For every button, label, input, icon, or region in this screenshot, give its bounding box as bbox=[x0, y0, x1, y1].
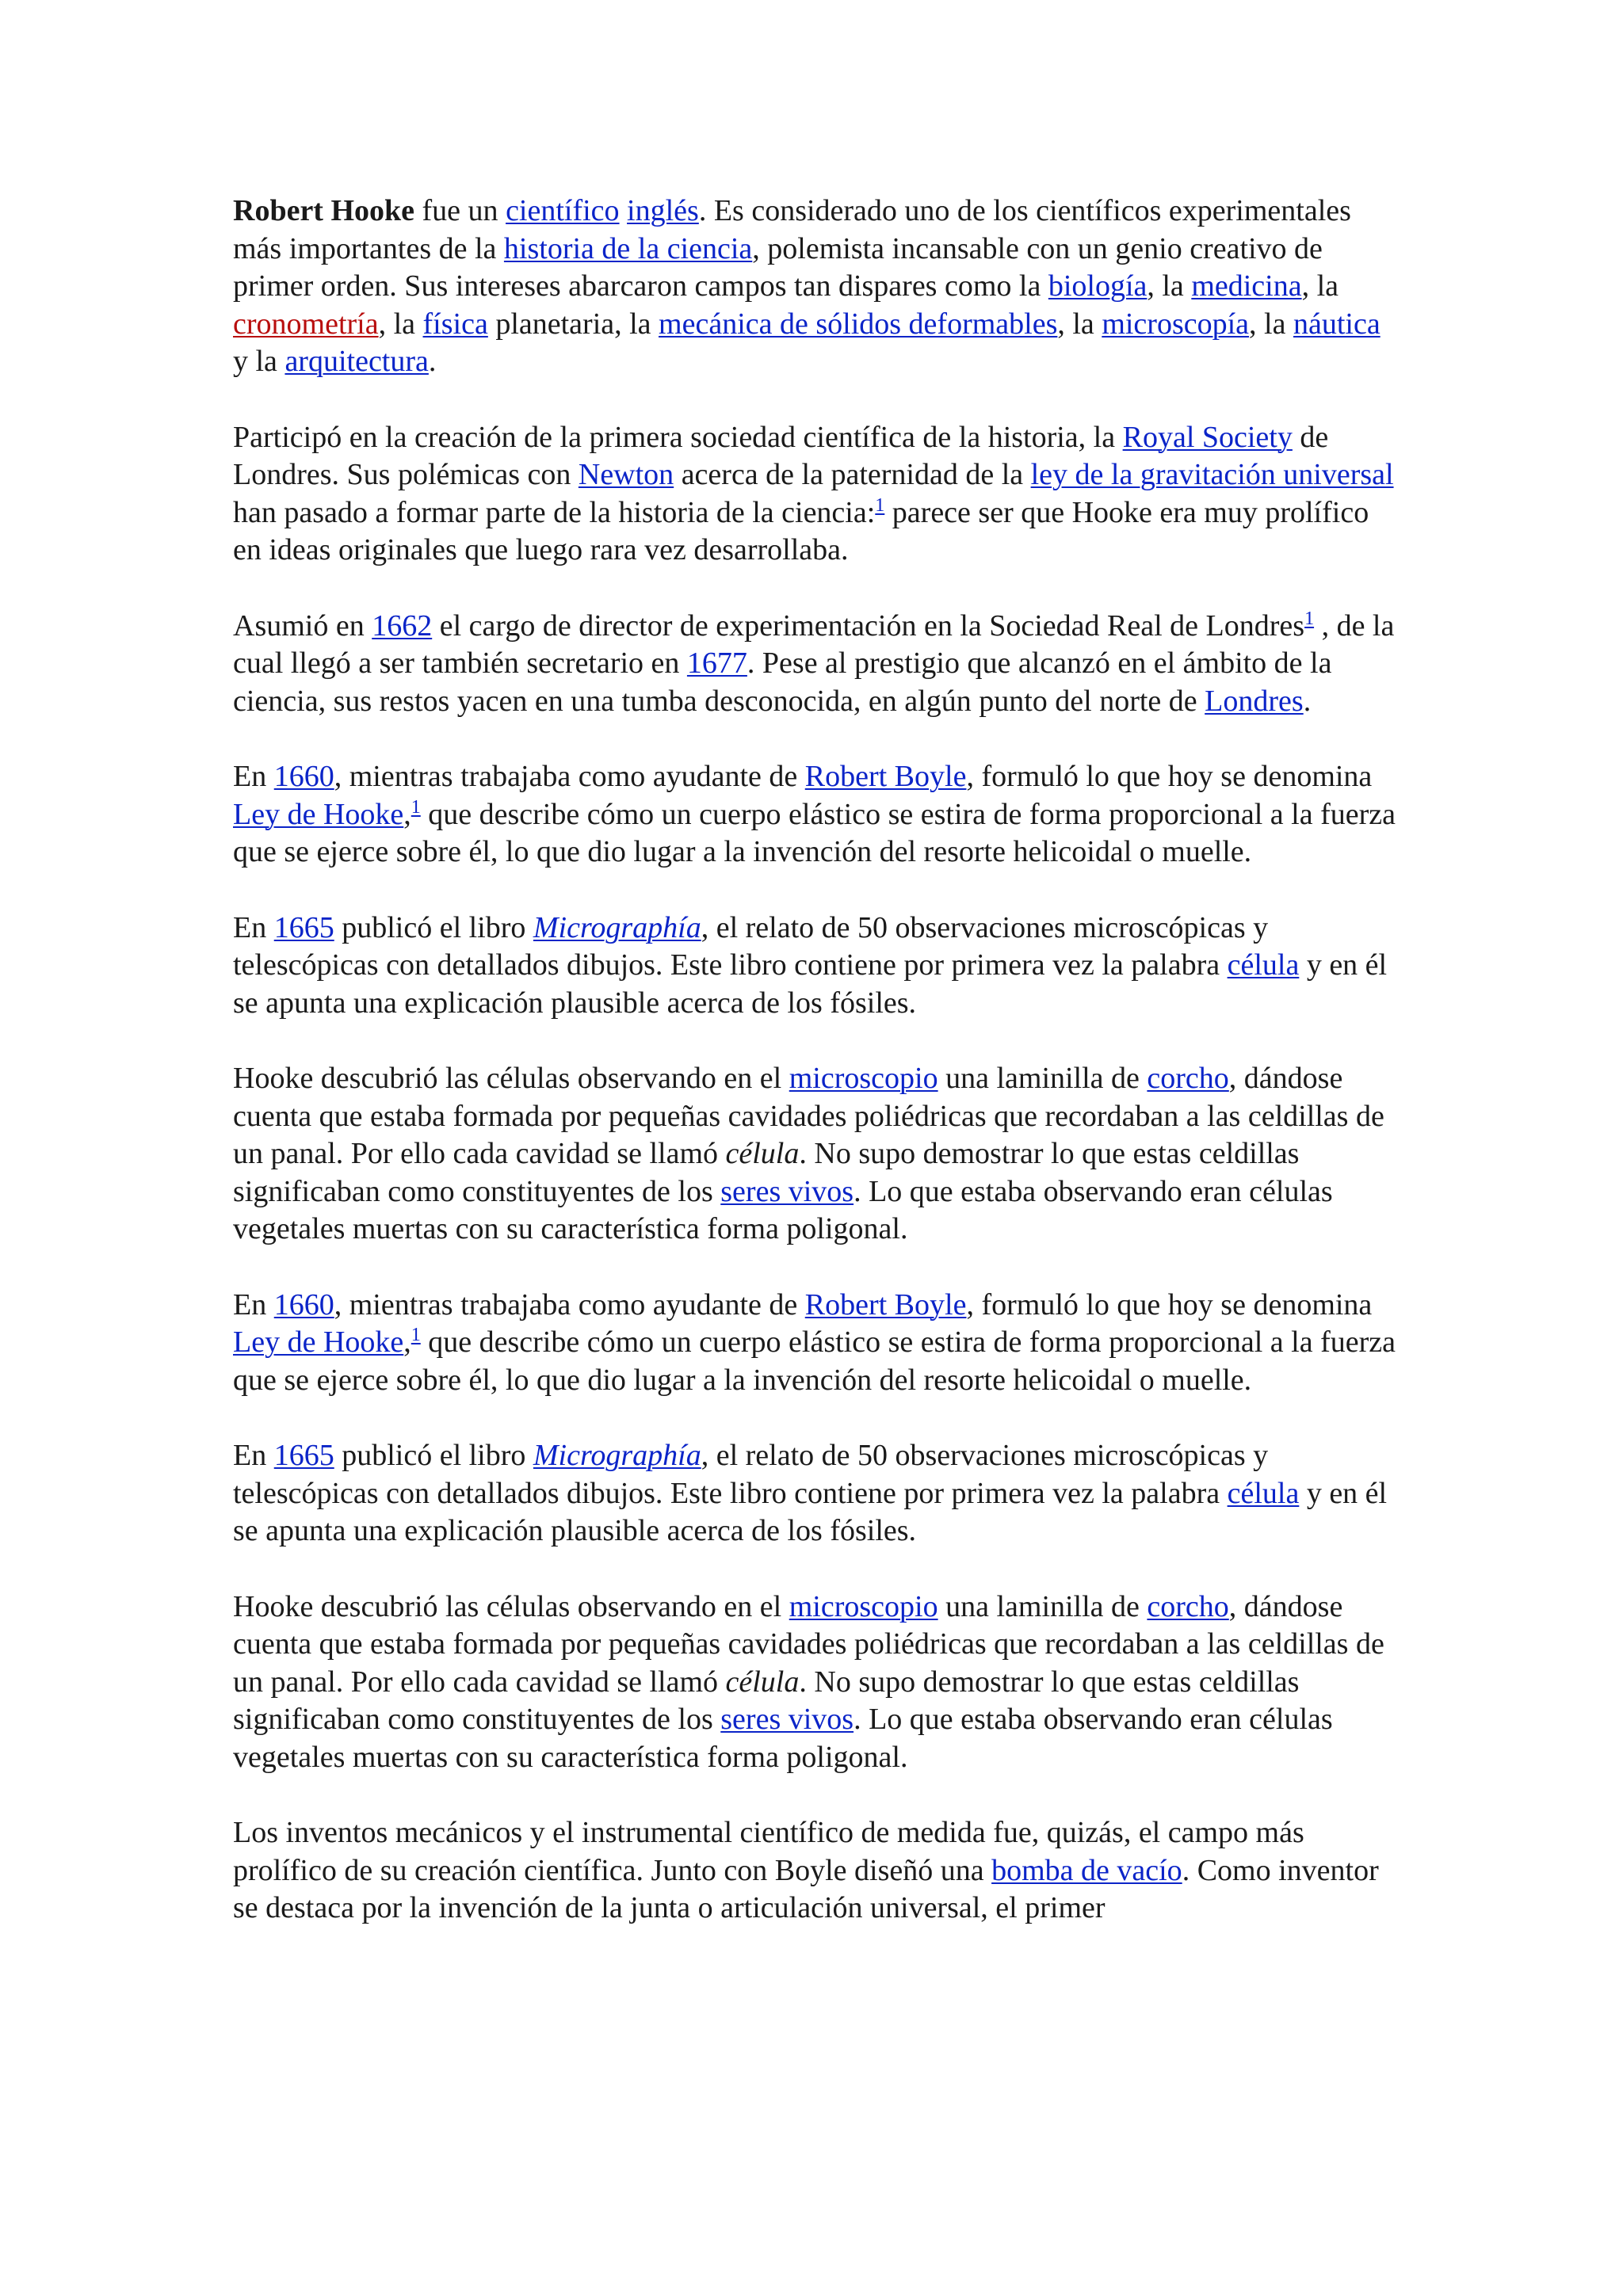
paragraph-p3 bbox=[233, 608, 1398, 721]
body-text: En bbox=[233, 760, 274, 793]
body-text: , de la cual llegó a ser también secretario en bbox=[233, 608, 1395, 680]
body-text: de Londres. Sus polémicas con bbox=[233, 420, 1329, 491]
link-mecánica-de-sólidos-deformables[interactable]: mecánica de sólidos deformables bbox=[659, 307, 1058, 341]
link-londres[interactable]: Londres bbox=[1205, 684, 1304, 718]
link-1662[interactable]: 1662 bbox=[372, 608, 433, 643]
bold-text: Robert Hooke bbox=[233, 194, 415, 227]
body-text: . Lo que estaba observando eran células vegetales muertas con su característica forma poligonal. bbox=[233, 1703, 1333, 1774]
link-bomba-de-vacío[interactable]: bomba de vacío bbox=[991, 1853, 1182, 1887]
link-robert-boyle[interactable]: Robert Boyle bbox=[804, 1287, 967, 1322]
reference-link[interactable]: 1 bbox=[411, 1325, 421, 1345]
body-text: , la bbox=[1057, 307, 1102, 341]
body-text: , dándose cuenta que estaba formada por pequeñas cavidades poliédricas que recordaban a las celdillas de un panal. Por ello cada cavidad se llamó bbox=[233, 1062, 1384, 1170]
reference-link[interactable]: 1 bbox=[411, 796, 421, 818]
body-text: y en él se apunta una explicación plausible acerca de los fósiles. bbox=[233, 1476, 1388, 1547]
body-text: planetaria, la bbox=[487, 307, 659, 341]
link-biología[interactable]: biología bbox=[1048, 269, 1148, 303]
body-text: , la bbox=[378, 307, 423, 341]
body-text: . bbox=[428, 345, 437, 378]
reference-link[interactable]: 1 bbox=[1304, 608, 1315, 629]
body-text: que describe cómo un cuerpo elástico se estira de forma proporcional a la fuerza que se ejerce sobre él, lo que dio lugar a la invención del resorte helicoidal o muelle. bbox=[233, 1325, 1396, 1397]
body-text: . No supo demostrar lo que estas celdillas significaban como constituyentes de los bbox=[233, 1665, 1300, 1736]
link-micrographía[interactable]: Micrographía bbox=[533, 1439, 701, 1472]
link-corcho[interactable]: corcho bbox=[1147, 1062, 1229, 1095]
link-1665[interactable]: 1665 bbox=[273, 1439, 334, 1472]
link-1665[interactable]: 1665 bbox=[273, 910, 334, 944]
link-inglés[interactable]: inglés bbox=[627, 194, 699, 227]
body-text: que describe cómo un cuerpo elástico se estira de forma proporcional a la fuerza que se ejerce sobre él, lo que dio lugar a la invención del resorte helicoidal o muelle. bbox=[233, 797, 1396, 868]
body-text: , la bbox=[1147, 269, 1192, 303]
body-text: , la bbox=[1301, 269, 1339, 303]
footnote-ref bbox=[411, 1325, 421, 1345]
body-text: Participó en la creación de la primera sociedad científica de la historia, la bbox=[233, 420, 1123, 454]
link-corcho[interactable]: corcho bbox=[1147, 1589, 1229, 1623]
body-text: , el relato de 50 observaciones microscópicas y telescópicas con detallados dibujos. Este libro contiene por primera vez la palabra bbox=[233, 1439, 1269, 1510]
body-text: , polemista incansable con un genio creativo de primer orden. Sus intereses abarcaron campos tan dispares como la bbox=[233, 231, 1323, 303]
body-text: fue un bbox=[414, 194, 506, 227]
link-1660[interactable]: 1660 bbox=[273, 760, 334, 793]
body-text: En bbox=[233, 910, 274, 944]
paragraph-p9 bbox=[233, 1589, 1398, 1777]
body-text: . Como inventor se destaca por la invención de la junta o articulación universal, el primer bbox=[233, 1853, 1379, 1924]
body-text: , mientras trabajaba como ayudante de bbox=[334, 760, 805, 793]
body-text: Hooke descubrió las células observando en el bbox=[233, 1589, 789, 1623]
body-text: y la bbox=[233, 345, 285, 378]
body-text: , formuló lo que hoy se denomina bbox=[966, 1287, 1373, 1322]
body-text: acerca de la paternidad de la bbox=[674, 458, 1031, 491]
paragraph-p8 bbox=[233, 1437, 1398, 1550]
link-física[interactable]: física bbox=[422, 307, 488, 341]
link-ley-de-hooke[interactable]: Ley de Hooke bbox=[233, 797, 404, 831]
body-text: han pasado a formar parte de la historia de la ciencia: bbox=[233, 495, 876, 529]
reference-link[interactable]: 1 bbox=[875, 494, 885, 516]
body-text: , bbox=[403, 797, 411, 831]
paragraph-p2 bbox=[233, 419, 1398, 570]
footnote-ref bbox=[875, 495, 884, 516]
link-seres-vivos[interactable]: seres vivos bbox=[720, 1174, 854, 1208]
link-robert-boyle[interactable]: Robert Boyle bbox=[804, 760, 967, 793]
link-náutica[interactable]: náutica bbox=[1293, 307, 1381, 341]
italic-text: célula bbox=[725, 1137, 800, 1170]
link-microscopio[interactable]: microscopio bbox=[789, 1062, 938, 1095]
body-text: , mientras trabajaba como ayudante de bbox=[334, 1287, 805, 1322]
link-célula[interactable]: célula bbox=[1227, 1476, 1300, 1510]
body-text: una laminilla de bbox=[938, 1589, 1148, 1623]
link-arquitectura[interactable]: arquitectura bbox=[285, 345, 429, 378]
paragraph-p10 bbox=[233, 1814, 1398, 1928]
link-seres-vivos[interactable]: seres vivos bbox=[720, 1703, 854, 1736]
body-text: publicó el libro bbox=[334, 1439, 533, 1472]
body-text: publicó el libro bbox=[334, 910, 533, 944]
footnote-ref bbox=[411, 797, 421, 818]
paragraph-p7 bbox=[233, 1287, 1398, 1400]
body-text: Asumió en bbox=[233, 608, 372, 643]
body-text: Hooke descubrió las células observando en el bbox=[233, 1062, 789, 1095]
body-text: . Es considerado uno de los científicos experimentales más importantes de la bbox=[233, 194, 1351, 265]
body-text: , el relato de 50 observaciones microscópicas y telescópicas con detallados dibujos. Este libro contiene por primera vez la palabra bbox=[233, 910, 1269, 982]
body-text: parece ser que Hooke era muy prolífico en ideas originales que luego rara vez desarrollaba. bbox=[233, 495, 1369, 566]
link-newton[interactable]: Newton bbox=[578, 458, 674, 491]
body-text: una laminilla de bbox=[938, 1062, 1148, 1095]
paragraph-p1 bbox=[233, 193, 1398, 381]
link-1677[interactable]: 1677 bbox=[686, 646, 747, 680]
body-text: el cargo de director de experimentación en la Sociedad Real de Londres bbox=[432, 608, 1305, 643]
body-text: Los inventos mecánicos y el instrumental científico de medida fue, quizás, el campo más prolífico de su creación científica. Junto con Boyle diseñó una bbox=[233, 1816, 1304, 1887]
body-text: , la bbox=[1249, 307, 1293, 341]
link-medicina[interactable]: medicina bbox=[1191, 269, 1302, 303]
link-historia-de-la-ciencia[interactable]: historia de la ciencia bbox=[503, 231, 753, 265]
document-page bbox=[233, 193, 1398, 1928]
paragraph-p5 bbox=[233, 910, 1398, 1023]
body-text: y en él se apunta una explicación plausible acerca de los fósiles. bbox=[233, 948, 1388, 1020]
body-text: , bbox=[403, 1325, 411, 1359]
body-text: . No supo demostrar lo que estas celdillas significaban como constituyentes de los bbox=[233, 1137, 1300, 1208]
link-microscopía[interactable]: microscopía bbox=[1102, 307, 1250, 341]
body-text: En bbox=[233, 1287, 274, 1322]
body-text: . bbox=[1303, 684, 1312, 718]
link-royal-society[interactable]: Royal Society bbox=[1122, 420, 1293, 454]
link-ley-de-la-gravitación-universal[interactable]: ley de la gravitación universal bbox=[1030, 458, 1394, 491]
body-text: . Lo que estaba observando eran células vegetales muertas con su característica forma poligonal. bbox=[233, 1174, 1333, 1245]
link-micrographía[interactable]: Micrographía bbox=[533, 910, 701, 944]
body-text: , dándose cuenta que estaba formada por pequeñas cavidades poliédricas que recordaban a las celdillas de un panal. Por ello cada cavidad se llamó bbox=[233, 1589, 1384, 1699]
italic-text: célula bbox=[725, 1665, 800, 1699]
link-1660[interactable]: 1660 bbox=[273, 1287, 334, 1322]
body-text: , formuló lo que hoy se denomina bbox=[966, 760, 1373, 793]
body-text bbox=[620, 194, 628, 227]
body-text: . Pese al prestigio que alcanzó en el ámbito de la ciencia, sus restos yacen en una tumba desconocida, en algún punto del norte de bbox=[233, 646, 1332, 718]
body-text: En bbox=[233, 1439, 274, 1472]
link-microscopio[interactable]: microscopio bbox=[789, 1589, 938, 1623]
link-científico[interactable]: científico bbox=[506, 194, 620, 227]
footnote-ref bbox=[1304, 608, 1314, 629]
link-célula[interactable]: célula bbox=[1227, 948, 1300, 982]
link-cronometría[interactable]: cronometría bbox=[233, 307, 379, 341]
paragraph-p4 bbox=[233, 758, 1398, 871]
link-ley-de-hooke[interactable]: Ley de Hooke bbox=[233, 1325, 404, 1359]
paragraph-p6 bbox=[233, 1060, 1398, 1249]
